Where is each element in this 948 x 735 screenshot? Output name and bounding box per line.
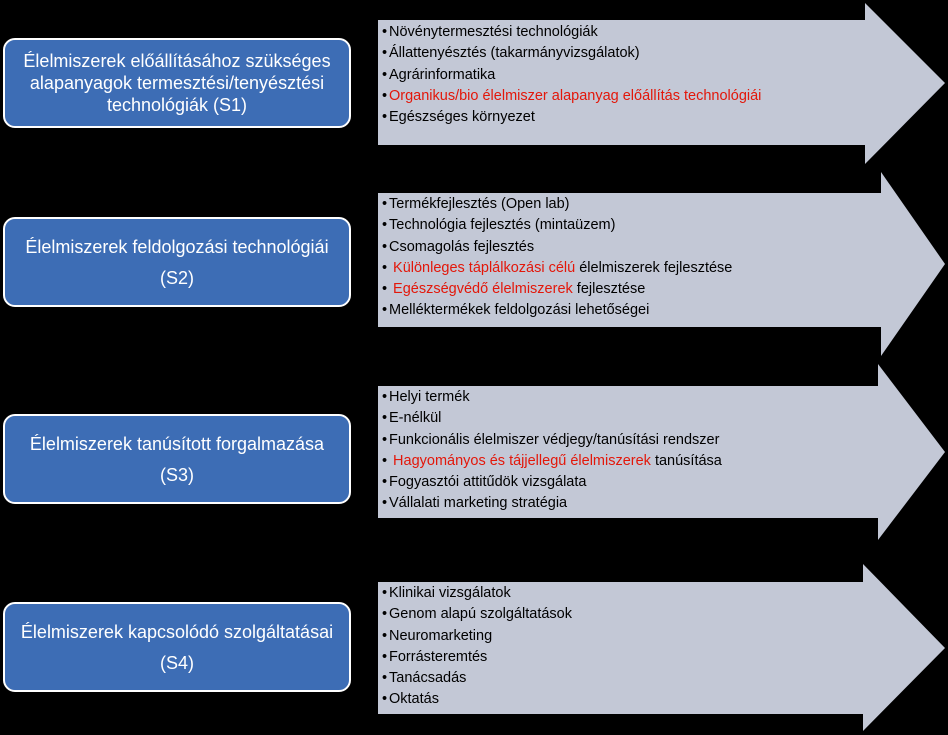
bullet-icon: • (382, 302, 388, 319)
item-text: Klinikai vizsgálatok (389, 585, 511, 601)
list-item (382, 387, 722, 408)
list-item (382, 237, 732, 258)
list-item (382, 215, 732, 236)
bullet-icon: • (382, 606, 388, 623)
bullet-icon: • (382, 389, 388, 405)
list-item (382, 43, 761, 64)
list-item (382, 430, 722, 451)
item-text: Csomagolás fejlesztés (389, 238, 535, 255)
item-text: élelmiszerek fejlesztése (575, 259, 733, 276)
highlighted-item-text: Különleges táplálkozási célú (389, 259, 576, 276)
item-text: Tanácsadás (389, 670, 467, 687)
stage-items-s3 (382, 387, 722, 515)
stage-box-s3 (3, 414, 351, 504)
bullet-icon: • (382, 87, 388, 104)
bullet-icon: • (382, 648, 388, 665)
bullet-icon: • (382, 410, 388, 427)
item-text: Funkcionális élelmiszer védjegy/tanúsítási rendszer (389, 431, 720, 448)
bullet-icon: • (382, 452, 388, 469)
bullet-icon: • (382, 495, 388, 512)
item-text: Helyi termék (389, 389, 470, 405)
bullet-icon: • (382, 431, 388, 448)
bullet-icon: • (382, 585, 388, 601)
list-item (382, 86, 761, 107)
item-text: Fogyasztói attitűdök vizsgálata (389, 474, 587, 491)
list-item (382, 668, 572, 689)
item-text: Egészséges környezet (389, 109, 535, 126)
item-text: tanúsítása (650, 452, 722, 469)
bullet-icon: • (382, 238, 388, 255)
list-item (382, 647, 572, 668)
item-text: E-nélkül (389, 410, 442, 427)
bullet-icon: • (382, 66, 388, 83)
stage-box-s2 (3, 217, 351, 307)
list-item (382, 279, 732, 300)
stage-title-s2: Élelmiszerek feldolgozási technológiái (25, 236, 329, 257)
list-item (382, 472, 722, 493)
bullet-icon: • (382, 259, 388, 276)
bullet-icon: • (382, 474, 388, 491)
list-item (382, 107, 761, 128)
item-text: Termékfejlesztés (Open lab) (389, 196, 570, 212)
list-item (382, 583, 572, 604)
stage-title-s1: Élelmiszerek előállításához szükséges alapanyagok termesztési/tenyésztési technológiák (S1) (23, 51, 331, 115)
stage-box-s4 (3, 602, 351, 692)
item-text: fejlesztése (572, 281, 646, 298)
bullet-icon: • (382, 670, 388, 687)
item-text: Melléktermékek feldolgozási lehetőségei (389, 302, 650, 319)
item-text: Vállalati marketing stratégia (389, 495, 568, 512)
stage-code-s2: (S2) (159, 267, 194, 288)
highlighted-item-text: Hagyományos és tájjellegű élelmiszerek (389, 452, 651, 469)
list-item (382, 194, 732, 215)
list-item (382, 65, 761, 86)
stage-title-s4: Élelmiszerek kapcsolódó szolgáltatásai (20, 621, 334, 642)
list-item (382, 626, 572, 647)
item-text: Agrárinformatika (389, 66, 496, 83)
list-item (382, 22, 761, 43)
list-item (382, 604, 572, 625)
list-item (382, 451, 722, 472)
stage-items-s2 (382, 194, 732, 322)
highlighted-item-text: Egészségvédő élelmiszerek (389, 281, 573, 298)
stage-code-s3: (S3) (159, 464, 194, 485)
stage-items-s4 (382, 583, 572, 711)
item-text: Állattenyésztés (takarmányvizsgálatok) (389, 45, 640, 62)
list-item (382, 408, 722, 429)
bullet-icon: • (382, 45, 388, 62)
item-text: Oktatás (389, 691, 439, 708)
stage-code-s4: (S4) (159, 652, 194, 673)
list-item (382, 493, 722, 514)
item-text: Forrásteremtés (389, 648, 488, 665)
item-text: Növénytermesztési technológiák (389, 24, 598, 40)
list-item (382, 689, 572, 710)
bullet-icon: • (382, 691, 388, 708)
bullet-icon: • (382, 627, 388, 644)
list-item (382, 258, 732, 279)
bullet-icon: • (382, 217, 388, 234)
item-text: Technológia fejlesztés (mintaüzem) (389, 217, 616, 234)
bullet-icon: • (382, 109, 388, 126)
stage-items-s1 (382, 22, 761, 128)
highlighted-item-text: Organikus/bio élelmiszer alapanyag előállítás technológiái (389, 87, 762, 104)
stage-title-s3: Élelmiszerek tanúsított forgalmazása (29, 433, 325, 454)
item-text: Genom alapú szolgáltatások (389, 606, 572, 623)
stage-box-s1 (3, 38, 351, 128)
list-item (382, 300, 732, 321)
bullet-icon: • (382, 196, 388, 212)
item-text: Neuromarketing (389, 627, 493, 644)
bullet-icon: • (382, 281, 388, 298)
bullet-icon: • (382, 24, 388, 40)
